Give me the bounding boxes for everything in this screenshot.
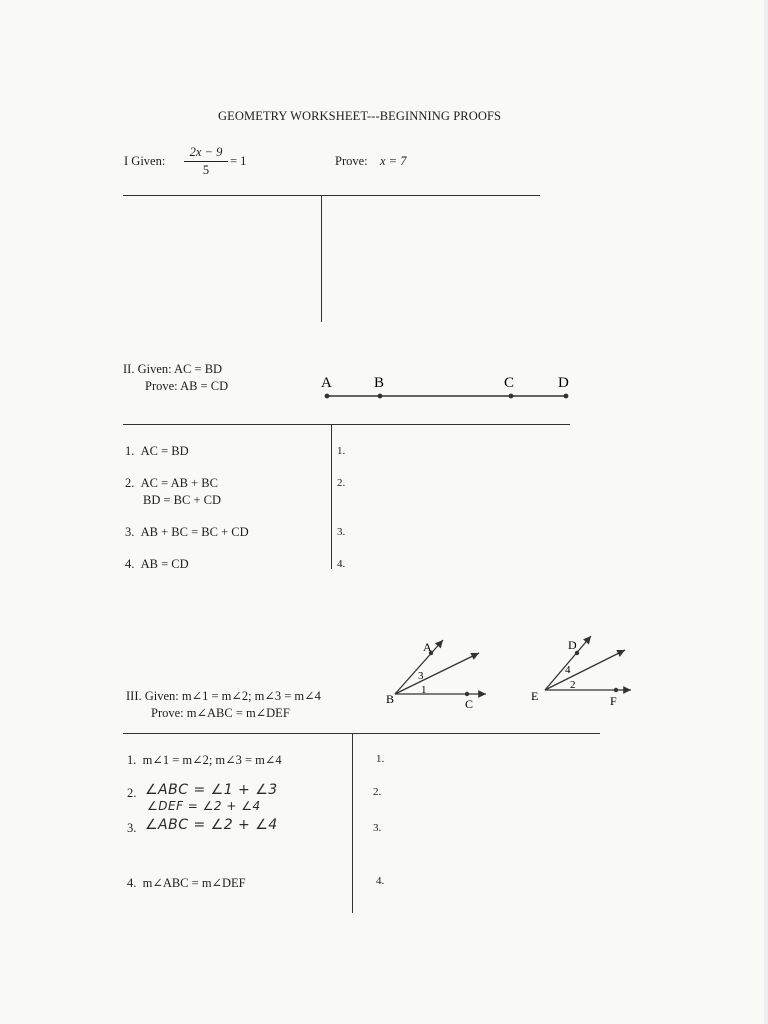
angle-def-figure — [527, 630, 637, 710]
point-b-label: B — [374, 375, 385, 391]
problem3-reason-4: 4. — [376, 875, 385, 887]
problem3-statement-2b-handwritten: ∠DEF = ∠2 + ∠4 — [147, 799, 261, 813]
angle-abc-figure — [383, 632, 493, 712]
point-c-label: C — [504, 375, 515, 391]
worksheet-title: GEOMETRY WORKSHEET---BEGINNING PROOFS — [218, 109, 502, 123]
problem3-given: III. Given: m∠1 = m∠2; m∠3 = m∠4 — [126, 689, 321, 703]
problem1-equals: = 1 — [230, 154, 247, 168]
angle-4-label: 4 — [565, 664, 571, 676]
problem3-statement-3-num: 3. — [127, 821, 137, 835]
problem2-given: II. Given: AC = BD — [123, 362, 223, 376]
angle-3-label: 3 — [418, 670, 424, 682]
problem2-reason-2: 2. — [337, 477, 346, 489]
problem3-prove: Prove: m∠ABC = m∠DEF — [151, 706, 290, 720]
problem2-reason-1: 1. — [337, 445, 346, 457]
problem1-given-label: I Given: — [124, 154, 166, 168]
problem2-statement-2: 2. AC = AB + BC — [125, 476, 218, 490]
problem1-prove-expr: x = 7 — [380, 154, 407, 168]
problem3-reason-1: 1. — [376, 753, 385, 765]
problem2-reason-4: 4. — [337, 558, 346, 570]
problem1-prove-label: Prove: — [335, 154, 368, 168]
problem2-reason-3: 3. — [337, 526, 346, 538]
ray-b-middle — [395, 653, 479, 694]
problem3-statement-2-num: 2. — [127, 786, 137, 800]
vertex-b-label: B — [386, 692, 395, 706]
point-a-label: A — [321, 375, 332, 391]
problem1-numerator: 2x − 9 — [189, 145, 223, 159]
problem3-statement-2-handwritten: ∠ABC = ∠1 + ∠3 — [145, 782, 278, 798]
problem3-statement-3-handwritten: ∠ABC = ∠2 + ∠4 — [145, 817, 278, 833]
point-c-dot — [509, 394, 514, 399]
problem3-statement-4: 4. m∠ABC = m∠DEF — [127, 876, 246, 890]
problem3-reason-3: 3. — [373, 822, 382, 834]
point-a-label: A — [423, 640, 432, 654]
problem1-table-top-line — [123, 195, 540, 196]
problem1-table-divider — [321, 195, 322, 322]
problem2-statement-3: 3. AB + BC = BC + CD — [125, 525, 249, 539]
problem2-statement-1: 1. AC = BD — [125, 444, 189, 458]
scan-edge — [764, 0, 768, 1024]
point-d-dot — [564, 394, 569, 399]
problem3-statement-1: 1. m∠1 = m∠2; m∠3 = m∠4 — [127, 753, 282, 767]
angle-2-label: 2 — [570, 679, 576, 691]
vertex-e-label: E — [531, 689, 539, 703]
point-f-label: F — [610, 694, 617, 708]
problem1-fraction — [184, 145, 228, 178]
ray-e-middle — [545, 650, 625, 690]
point-d-label: D — [568, 638, 577, 652]
problem3-table-divider — [352, 733, 353, 913]
ray-ba — [395, 640, 443, 694]
problem1-denominator: 5 — [202, 163, 210, 177]
problem3-table-top-line — [123, 733, 600, 734]
problem3-reason-2: 2. — [373, 786, 382, 798]
segment-figure — [315, 372, 575, 406]
problem2-table-top-line — [123, 424, 570, 425]
point-a-dot — [325, 394, 330, 399]
problem2-table-divider — [331, 424, 332, 569]
angle-1-label: 1 — [421, 684, 427, 696]
problem2-statement-2b: BD = BC + CD — [143, 493, 222, 507]
point-d-label: D — [558, 375, 569, 391]
problem2-prove: Prove: AB = CD — [145, 379, 229, 393]
problem2-statement-4: 4. AB = CD — [125, 557, 189, 571]
point-c-label: C — [465, 697, 474, 711]
point-b-dot — [378, 394, 383, 399]
